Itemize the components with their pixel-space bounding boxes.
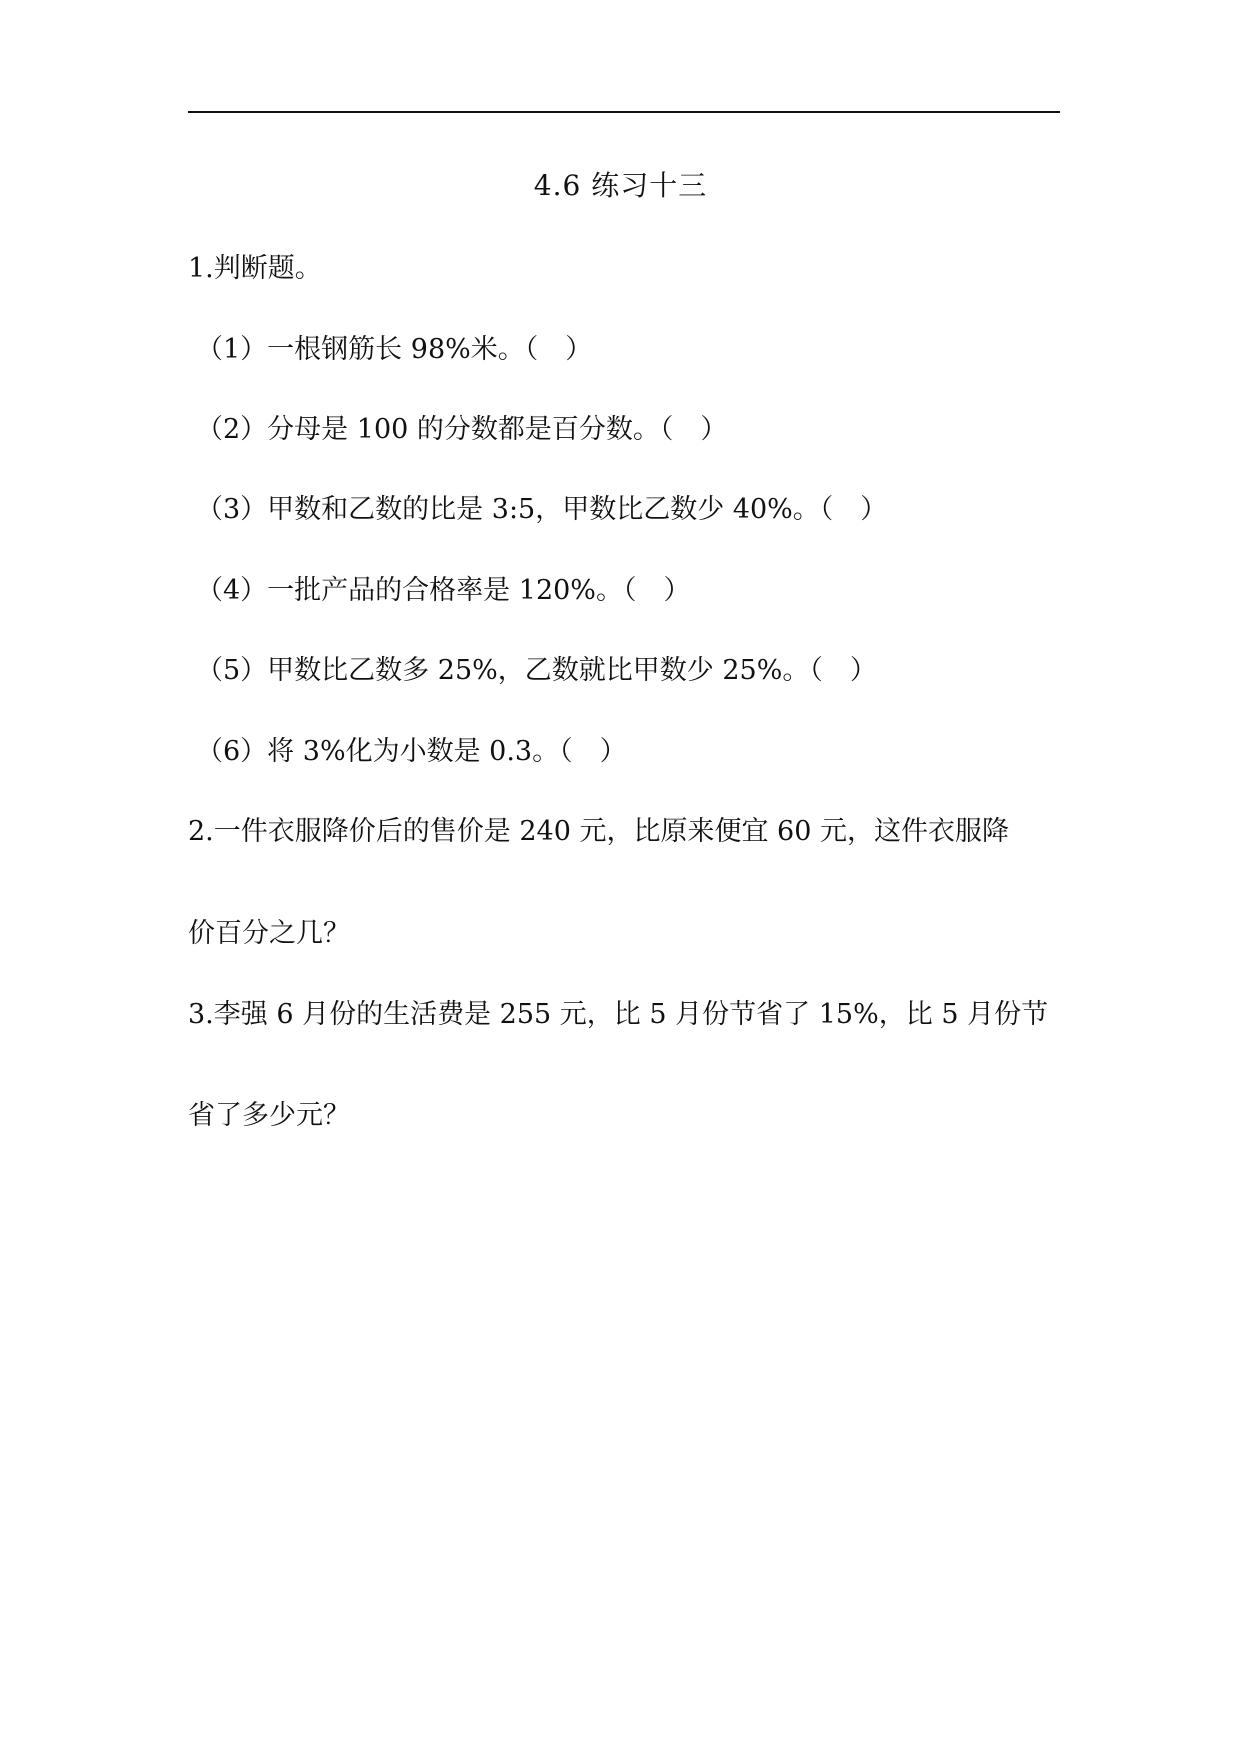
question-3-line-1: 3.李强 6 月份的生活费是 255 元，比 5 月份节省了 15%，比 5 月份节: [188, 999, 1049, 1030]
question-1-item-2: （2）分母是 100 的分数都是百分数。（ ）: [196, 414, 728, 445]
question-1-item-3: （3）甲数和乙数的比是 3:5，甲数比乙数少 40%。（ ）: [196, 494, 888, 525]
question-1-heading: 1.判断题。: [188, 253, 322, 284]
header-rule: [188, 111, 1060, 113]
question-1-item-4: （4）一批产品的合格率是 120%。（ ）: [196, 575, 691, 606]
question-1-item-5: （5）甲数比乙数多 25%，乙数就比甲数少 25%。（ ）: [196, 655, 877, 686]
question-1-item-1: （1）一根钢筋长 98%米。（ ）: [196, 334, 593, 365]
page-title: 4.6 练习十三: [533, 169, 708, 202]
question-2-line-1: 2.一件衣服降价后的售价是 240 元，比原来便宜 60 元，这件衣服降: [188, 816, 1009, 847]
question-3-line-2: 省了多少元？: [188, 1100, 350, 1131]
question-1-item-6: （6）将 3%化为小数是 0.3。（ ）: [196, 736, 627, 767]
question-2-line-2: 价百分之几？: [188, 918, 350, 949]
